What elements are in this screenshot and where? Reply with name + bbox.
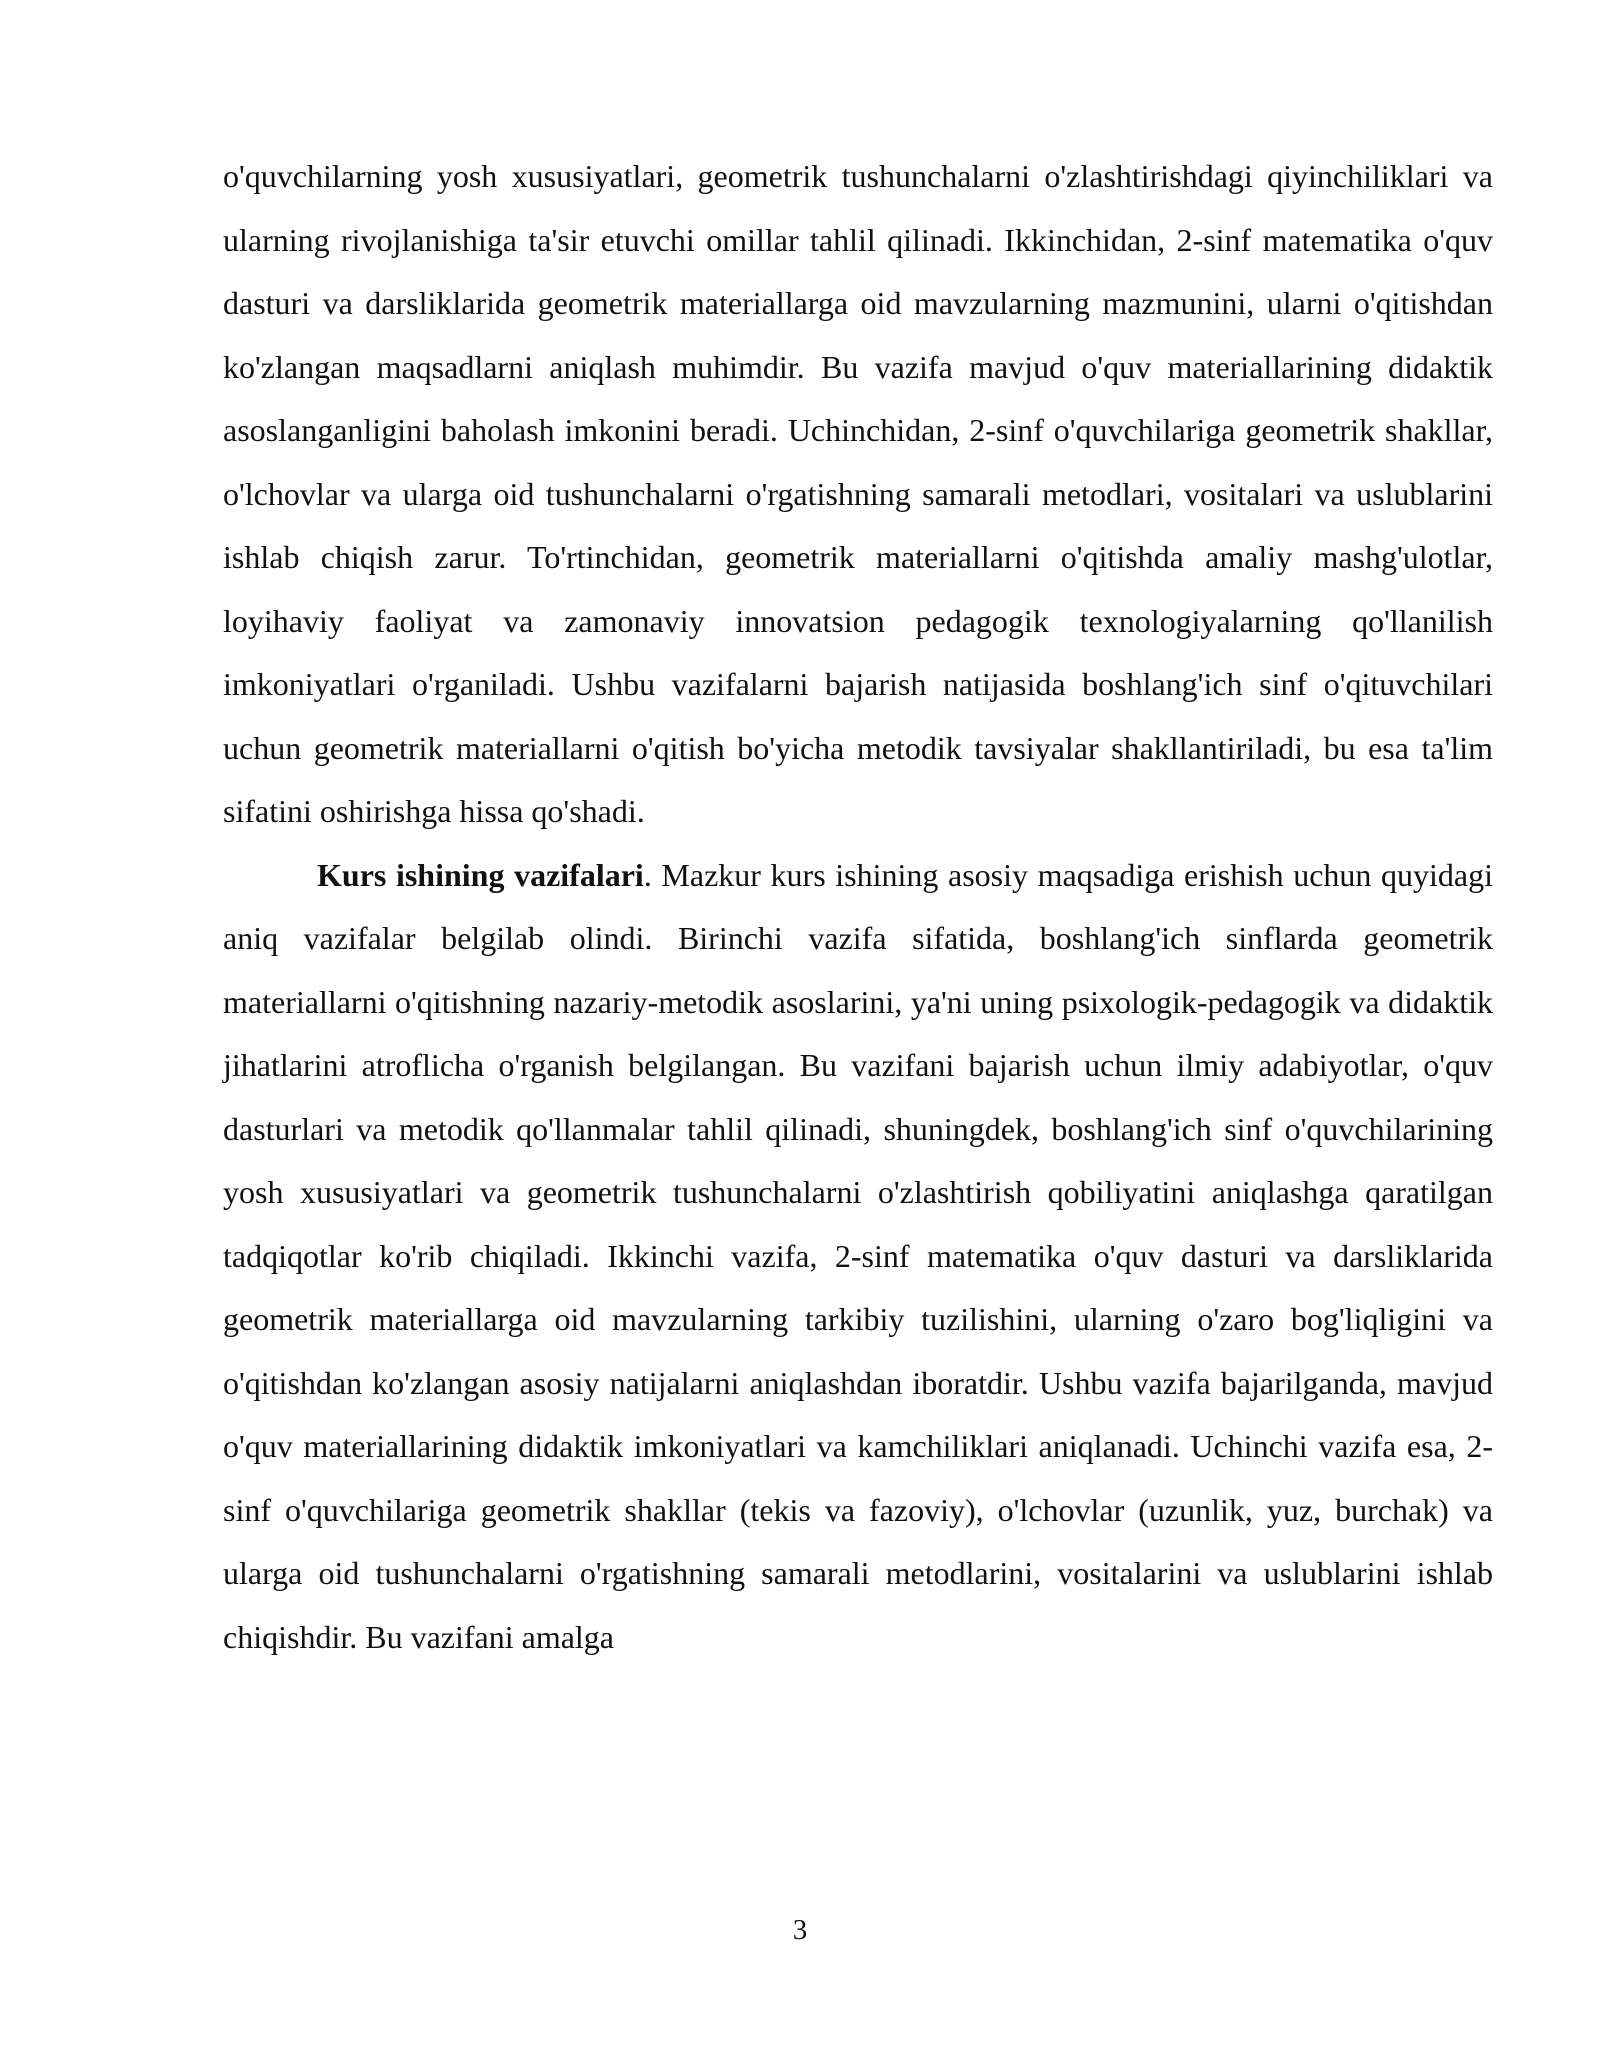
body-paragraph-continued: o'quvchilarning yosh xususiyatlari, geometrik tushunchalarni o'zlashtirishdagi qiyinchiliklari va ularning rivojlanishiga ta'sir etuvchi omillar tahlil qilinadi. Ikkinchidan, 2-sinf matematika o'quv dasturi va darsliklarida geometrik materiallarga oid mavzularning mazmunini, ularni o'qitishdan ko'zlangan maqsadlarni aniqlash muhimdir. Bu vazifa mavjud o'quv materiallarining didaktik asoslanganligini baholash imkonini beradi. Uchinchidan, 2-sinf o'quvchilariga geometrik shakllar, o'lchovlar va ularga oid tushunchalarni o'rgatishning samarali metodlari, vositalari va uslublarini ishlab chiqish zarur. To'rtinchidan, geometrik materiallarni o'qitishda amaliy mashg'ulotlar, loyihaviy faoliyat va zamonaviy innovatsion pedagogik texnologiyalarning qo'llanilish imkoniyatlari o'rganiladi. Ushbu vazifalarni bajarish natijasida boshlang'ich sinf o'qituvchilari uchun geometrik materiallarni o'qitish bo'yicha metodik tavsiyalar shakllantiriladi, bu esa ta'lim sifatini oshirishga hissa qo'shadi. bbox=[223, 158, 1493, 829]
paragraph-body-text: . Mazkur kurs ishining asosiy maqsadiga erishish uchun quyidagi aniq vazifalar belgilab olindi. Birinchi vazifa sifatida, boshlang'ich sinflarda geometrik materiallarni o'qitishning nazariy-metodik asoslarini, ya'ni uning psixologik-pedagogik va didaktik jihatlarini atroflicha o'rganish belgilangan. Bu vazifani bajarish uchun ilmiy adabiyotlar, o'quv dasturlari va metodik qo'llanmalar tahlil qilinadi, shuningdek, boshlang'ich sinf o'quvchilarining yosh xususiyatlari va geometrik tushunchalarni o'zlashtirish qobiliyatini aniqlashga qaratilgan tadqiqotlar ko'rib chiqiladi. Ikkinchi vazifa, 2-sinf matematika o'quv dasturi va darsliklarida geometrik materiallarga oid mavzularning tarkibiy tuzilishini, ularning o'zaro bog'liqligini va o'qitishdan ko'zlangan asosiy natijalarni aniqlashdan iboratdir. Ushbu vazifa bajarilganda, mavjud o'quv materiallarining didaktik imkoniyatlari va kamchiliklari aniqlanadi. Uchinchi vazifa esa, 2-sinf o'quvchilariga geometrik shakllar (tekis va fazoviy), o'lchovlar (uzunlik, yuz, burchak) va ularga oid tushunchalarni o'rgatishning samarali metodlarini, vositalarini va uslublarini ishlab chiqishdir. Bu vazifani amalga bbox=[223, 856, 1494, 1655]
page-number: 3 bbox=[792, 1914, 808, 1946]
body-paragraph-course-tasks bbox=[223, 844, 1493, 1670]
paragraph-lead-heading: Kurs ishining vazifalari bbox=[317, 856, 644, 893]
document-page bbox=[223, 145, 1493, 1669]
